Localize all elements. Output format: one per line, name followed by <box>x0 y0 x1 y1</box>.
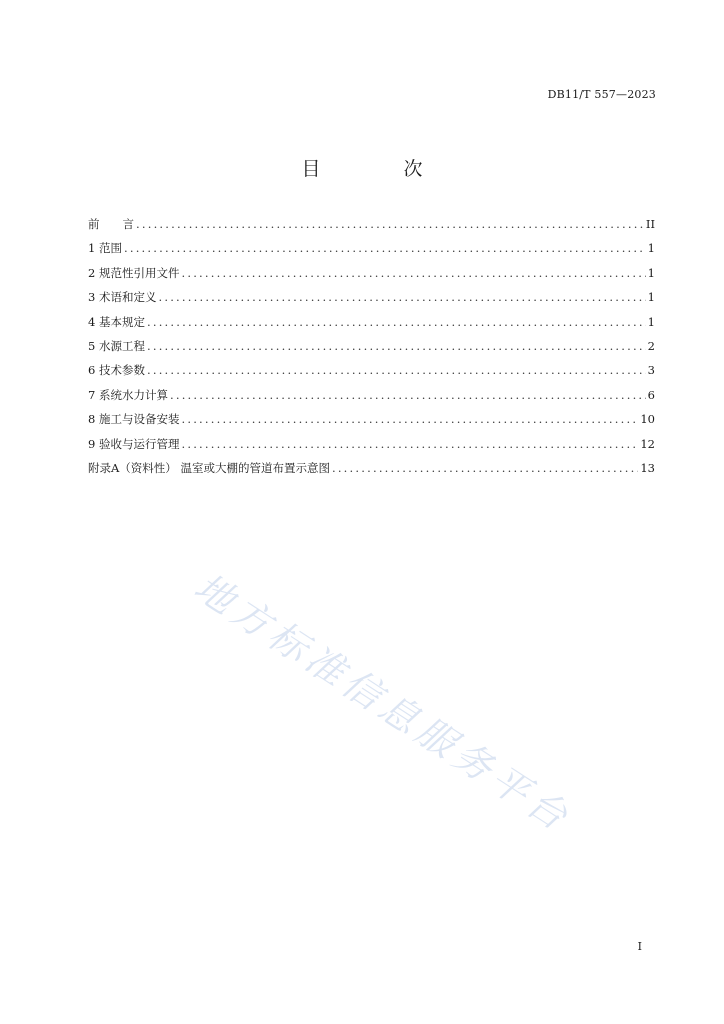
toc-entry-label: 7 系统水力计算 <box>88 387 168 402</box>
toc-entry-construction-installation[interactable] <box>88 411 655 435</box>
toc-entry-label: 4 基本规定 <box>88 314 145 329</box>
toc-entry-scope[interactable] <box>88 240 655 264</box>
toc-entry-foreword[interactable] <box>88 216 655 240</box>
toc-entry-label: 8 施工与设备安装 <box>88 412 180 427</box>
toc-entry-page: 13 <box>640 460 655 475</box>
toc-entry-page: 3 <box>647 363 655 378</box>
toc-entry-basic-provisions[interactable] <box>88 314 655 338</box>
toc-leader-dots <box>124 241 646 255</box>
toc-entry-page: 1 <box>647 265 655 280</box>
toc-entry-label: 2 规范性引用文件 <box>88 265 180 280</box>
toc-leader-dots <box>332 461 638 475</box>
page-number: I <box>637 940 642 953</box>
toc-leader-dots <box>158 290 645 304</box>
toc-entry-page: 1 <box>647 241 655 256</box>
toc-entry-appendix-a[interactable] <box>88 460 655 484</box>
toc-entry-page: 12 <box>640 436 655 451</box>
page-title: 目 次 <box>301 158 455 180</box>
toc-entry-page: 2 <box>647 338 655 353</box>
toc-entry-page: 10 <box>640 412 655 427</box>
toc-leader-dots <box>147 315 646 329</box>
toc-entry-water-source[interactable] <box>88 338 655 362</box>
toc-entry-acceptance-operation[interactable] <box>88 436 655 460</box>
toc-leader-dots <box>181 437 638 451</box>
toc-entry-normative-references[interactable] <box>88 265 655 289</box>
toc-entry-label: 5 水源工程 <box>88 338 145 353</box>
standard-code: DB11/T 557—2023 <box>547 88 656 101</box>
toc-entry-label: 1 范围 <box>88 241 122 256</box>
toc-entry-technical-parameters[interactable] <box>88 362 655 386</box>
table-of-contents <box>88 216 655 484</box>
toc-entry-page: 1 <box>647 290 655 305</box>
toc-entry-label: 附录A（资料性） 温室或大棚的管道布置示意图 <box>88 460 330 475</box>
toc-entry-label: 9 验收与运行管理 <box>88 436 180 451</box>
toc-entry-terms-definitions[interactable] <box>88 289 655 313</box>
toc-entry-hydraulic-calculation[interactable] <box>88 387 655 411</box>
toc-leader-dots <box>147 339 646 353</box>
toc-entry-page: 6 <box>647 387 655 402</box>
toc-leader-dots <box>147 363 646 377</box>
watermark-text: 地方标准信息服务平台 <box>186 564 580 842</box>
toc-entry-page: II <box>645 217 655 231</box>
toc-entry-label: 前 言 <box>88 217 134 231</box>
toc-leader-dots <box>170 388 646 402</box>
toc-entry-label: 3 术语和定义 <box>88 290 157 305</box>
toc-leader-dots <box>181 412 638 426</box>
toc-leader-dots <box>181 266 645 280</box>
toc-leader-dots <box>136 217 644 231</box>
toc-entry-page: 1 <box>647 314 655 329</box>
toc-entry-label: 6 技术参数 <box>88 363 145 378</box>
